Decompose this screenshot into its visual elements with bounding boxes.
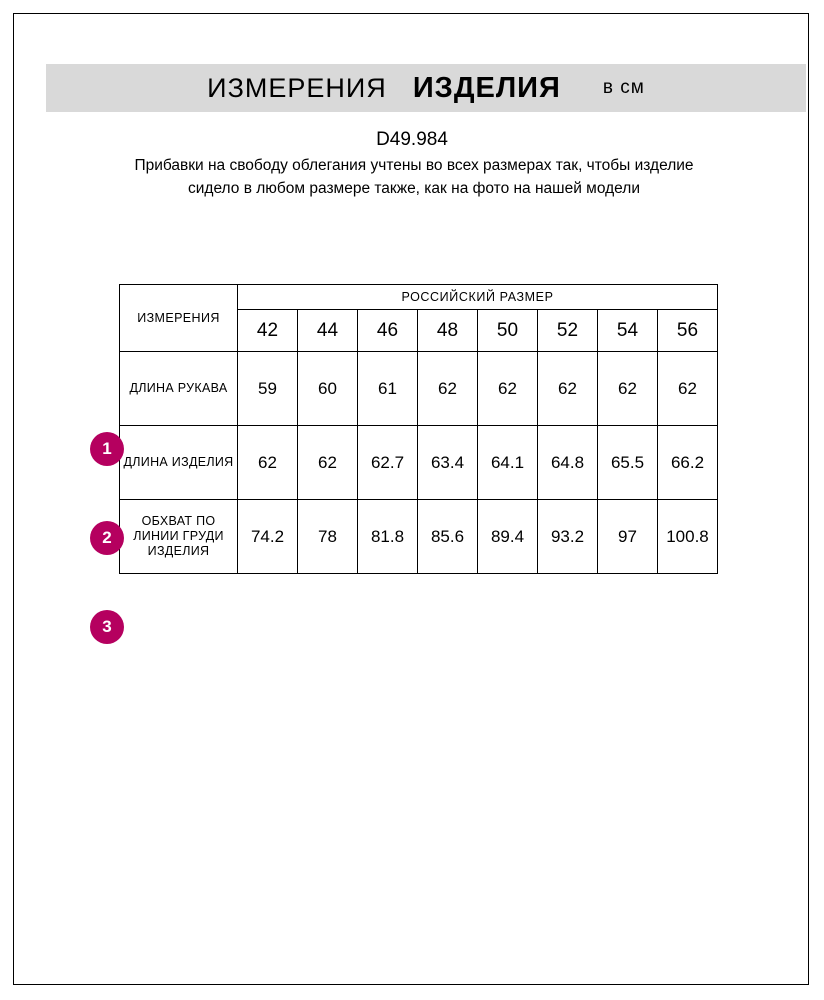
header-title-product: ИЗДЕЛИЯ <box>412 71 561 104</box>
cell-sleeve-56: 62 <box>658 352 718 426</box>
header-title-measurements: ИЗМЕРЕНИЯ <box>207 72 387 103</box>
cell-sleeve-42: 59 <box>238 352 298 426</box>
table-row <box>120 352 718 426</box>
size-header-50: 50 <box>478 310 538 352</box>
cell-length-56: 66.2 <box>658 426 718 500</box>
product-code: D49.984 <box>376 129 448 150</box>
table-row <box>120 500 718 574</box>
row-label-chest-girth: ОБХВАТ ПО ЛИНИИ ГРУДИ ИЗДЕЛИЯ <box>120 500 238 574</box>
size-header-46: 46 <box>358 310 418 352</box>
size-header-52: 52 <box>538 310 598 352</box>
cell-sleeve-54: 62 <box>598 352 658 426</box>
cell-length-54: 65.5 <box>598 426 658 500</box>
table-group-header-row <box>120 285 718 310</box>
cell-length-50: 64.1 <box>478 426 538 500</box>
russian-size-header-cell: РОССИЙСКИЙ РАЗМЕР <box>238 285 718 310</box>
cell-chest-48: 85.6 <box>418 500 478 574</box>
row-badge-1: 1 <box>90 432 124 466</box>
header-units: в см <box>602 77 645 98</box>
measurements-header-cell: ИЗМЕРЕНИЯ <box>120 285 238 352</box>
cell-sleeve-52: 62 <box>538 352 598 426</box>
cell-sleeve-50: 62 <box>478 352 538 426</box>
cell-chest-56: 100.8 <box>658 500 718 574</box>
page-header-band <box>46 64 806 112</box>
size-header-48: 48 <box>418 310 478 352</box>
cell-sleeve-46: 61 <box>358 352 418 426</box>
cell-chest-42: 74.2 <box>238 500 298 574</box>
size-table-wrap <box>119 284 718 574</box>
row-label-product-length: ДЛИНА ИЗДЕЛИЯ <box>120 426 238 500</box>
size-table <box>119 284 718 574</box>
intro-note: Прибавки на свободу облегания учтены во всех размерах так, чтобы изделие сидело в любом размере также, как на фото на нашей модели <box>134 157 694 197</box>
cell-length-52: 64.8 <box>538 426 598 500</box>
cell-chest-52: 93.2 <box>538 500 598 574</box>
cell-length-44: 62 <box>298 426 358 500</box>
row-badge-2: 2 <box>90 521 124 555</box>
row-badge-3: 3 <box>90 610 124 644</box>
row-label-sleeve-length: ДЛИНА РУКАВА <box>120 352 238 426</box>
cell-chest-50: 89.4 <box>478 500 538 574</box>
page-frame <box>13 13 809 985</box>
cell-chest-44: 78 <box>298 500 358 574</box>
size-header-44: 44 <box>298 310 358 352</box>
cell-sleeve-48: 62 <box>418 352 478 426</box>
table-row <box>120 426 718 500</box>
cell-chest-54: 97 <box>598 500 658 574</box>
size-header-56: 56 <box>658 310 718 352</box>
size-header-42: 42 <box>238 310 298 352</box>
cell-chest-46: 81.8 <box>358 500 418 574</box>
cell-length-48: 63.4 <box>418 426 478 500</box>
size-header-54: 54 <box>598 310 658 352</box>
cell-length-46: 62.7 <box>358 426 418 500</box>
cell-sleeve-44: 60 <box>298 352 358 426</box>
cell-length-42: 62 <box>238 426 298 500</box>
